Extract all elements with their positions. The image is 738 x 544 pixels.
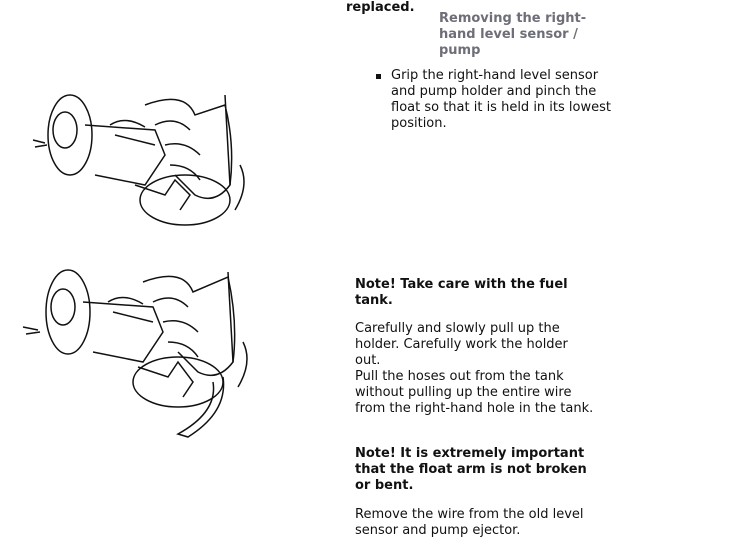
instruction-pull-holder: Carefully and slowly pull up the holder. Carefully work the holder out. Pull the hoses out from the tank without pulling up the entire wire from the right-hand hole in the tank.: [355, 321, 594, 416]
note-fuel-tank: Note! Take care with the fuel tank.: [355, 277, 568, 308]
bullet-icon: [376, 74, 381, 79]
section-subheading: Removing the right-hand level sensor / pump: [439, 11, 587, 58]
previous-section-text: replaced.: [346, 0, 415, 15]
step-grip-sensor: Grip the right-hand level sensor and pump holder and pinch the float so that it is held in its lowest position.: [391, 68, 611, 131]
instruction-remove-wire: Remove the wire from the old level sensor and pump ejector.: [355, 507, 584, 538]
illustration-pull-holder: [18, 262, 258, 442]
note-float-arm: Note! It is extremely important that the float arm is not broken or bent.: [355, 446, 587, 493]
illustration-grip-sensor: [25, 85, 255, 235]
